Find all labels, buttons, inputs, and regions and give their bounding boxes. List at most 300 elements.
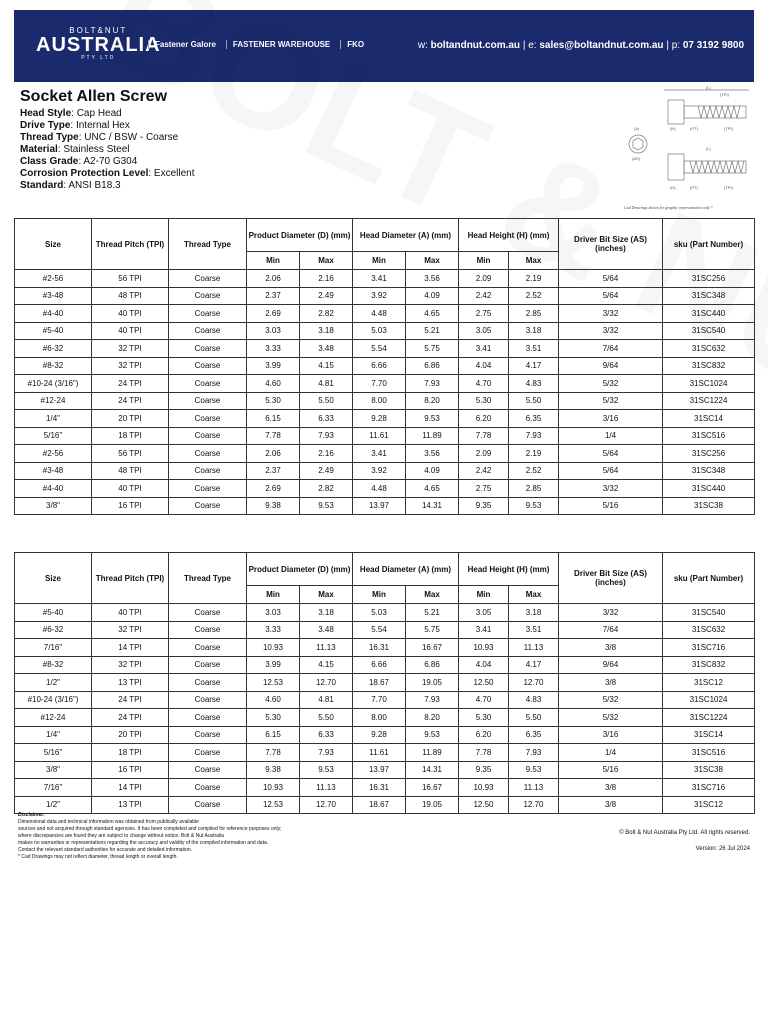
table-cell: 8.20 [406, 709, 459, 727]
table-cell: 12.70 [300, 796, 353, 814]
table-cell: 7.78 [459, 427, 509, 445]
screw-cad-drawing-icon [624, 86, 754, 196]
header-max: Max [509, 252, 559, 270]
table-cell: 2.49 [300, 462, 353, 480]
table-cell: 5.21 [406, 322, 459, 340]
table-cell: 3.41 [353, 270, 406, 288]
table-cell: 18.67 [353, 674, 406, 692]
header-head-height: Head Height (H) (mm) [459, 553, 559, 586]
table-cell: #12-24 [15, 709, 92, 727]
table-cell: 31SC38 [663, 497, 755, 515]
spec-line: Corrosion Protection Level: Excellent [20, 168, 195, 179]
table-row [15, 709, 755, 727]
table-cell: 2.16 [300, 445, 353, 463]
header-max: Max [300, 252, 353, 270]
table-cell: 3/8" [15, 761, 92, 779]
table-cell: 31SC632 [663, 621, 755, 639]
table-cell: Coarse [169, 462, 247, 480]
table-cell: 2.75 [459, 480, 509, 498]
table-cell: Coarse [169, 445, 247, 463]
table-cell: 5/32 [559, 375, 663, 393]
table-cell: 9.53 [406, 726, 459, 744]
table-cell: 16 TPI [92, 497, 169, 515]
drawing-caption: Cad Drawings shown for graphic representation only * [624, 205, 713, 210]
table-cell: Coarse [169, 287, 247, 305]
brand-fastener-galore: Fastener Galore [148, 40, 216, 49]
table-cell: 7.78 [459, 744, 509, 762]
table-cell: 56 TPI [92, 270, 169, 288]
header-sku: sku (Part Number) [663, 219, 755, 270]
table-cell: 9.35 [459, 497, 509, 515]
phone-number[interactable]: 07 3192 9800 [682, 40, 744, 51]
table-cell: 11.13 [509, 779, 559, 797]
table-cell: 5.54 [353, 340, 406, 358]
table-cell: 3.18 [300, 322, 353, 340]
table-cell: 3.56 [406, 445, 459, 463]
table-cell: 3.33 [247, 340, 300, 358]
table-cell: 5/32 [559, 709, 663, 727]
table-cell: 9.28 [353, 410, 406, 428]
header-driver-bit: Driver Bit Size (AS) (inches) [559, 553, 663, 604]
header-min: Min [247, 586, 300, 604]
table-cell: 1/4 [559, 744, 663, 762]
table-cell: 3.41 [353, 445, 406, 463]
table-cell: 5.30 [459, 709, 509, 727]
header-pitch: Thread Pitch (TPI) [92, 553, 169, 604]
table-row [15, 621, 755, 639]
table-cell: 31SC256 [663, 270, 755, 288]
table-cell: 3/8 [559, 796, 663, 814]
table-cell: 4.81 [300, 691, 353, 709]
table-cell: 9.38 [247, 761, 300, 779]
table-cell: 20 TPI [92, 410, 169, 428]
table-row [15, 357, 755, 375]
table-cell: Coarse [169, 796, 247, 814]
table-cell: Coarse [169, 726, 247, 744]
table-cell: 9.38 [247, 497, 300, 515]
header-size: Size [15, 553, 92, 604]
table-cell: 3.51 [509, 621, 559, 639]
table-cell: 11.13 [300, 779, 353, 797]
table-cell: 4.17 [509, 357, 559, 375]
table-cell: 2.19 [509, 445, 559, 463]
table-cell: 5.30 [459, 392, 509, 410]
table-cell: 8.20 [406, 392, 459, 410]
table-cell: 10.93 [459, 779, 509, 797]
table-cell: 31SC440 [663, 305, 755, 323]
table-cell: 3/16 [559, 726, 663, 744]
table-cell: 3.18 [509, 322, 559, 340]
table-cell: 12.53 [247, 674, 300, 692]
table-cell: Coarse [169, 761, 247, 779]
table-cell: 7.93 [300, 427, 353, 445]
table-cell: 3.05 [459, 322, 509, 340]
label-h-bottom: (H) [670, 185, 676, 190]
table-cell: #12-24 [15, 392, 92, 410]
table-cell: 9.53 [406, 410, 459, 428]
table-cell: 16.67 [406, 639, 459, 657]
table-cell: #2-56 [15, 270, 92, 288]
table-cell: 2.69 [247, 480, 300, 498]
table-cell: 11.13 [509, 639, 559, 657]
header-product-diameter: Product Diameter (D) (mm) [247, 553, 353, 586]
table-cell: #8-32 [15, 656, 92, 674]
table-cell: #4-40 [15, 305, 92, 323]
header-max: Max [406, 586, 459, 604]
table-cell: 4.15 [300, 357, 353, 375]
table-cell: 3.99 [247, 656, 300, 674]
table-cell: 31SC14 [663, 410, 755, 428]
table-cell: Coarse [169, 357, 247, 375]
table-cell: 2.06 [247, 445, 300, 463]
table-cell: 18.67 [353, 796, 406, 814]
table-cell: Coarse [169, 709, 247, 727]
header-max: Max [509, 586, 559, 604]
table-cell: 12.50 [459, 796, 509, 814]
table-cell: 5.30 [247, 392, 300, 410]
table-cell: 16 TPI [92, 761, 169, 779]
table-cell: 12.70 [509, 796, 559, 814]
table-cell: 56 TPI [92, 445, 169, 463]
table-cell: 13 TPI [92, 796, 169, 814]
table-cell: #6-32 [15, 621, 92, 639]
table-cell: 12.50 [459, 674, 509, 692]
table-cell: 3.99 [247, 357, 300, 375]
table-cell: 31SC348 [663, 462, 755, 480]
table-row [15, 270, 755, 288]
table-row [15, 726, 755, 744]
header-min: Min [459, 586, 509, 604]
table-cell: 10.93 [459, 639, 509, 657]
table-cell: 7.93 [406, 691, 459, 709]
table-row [15, 287, 755, 305]
table-cell: 3.05 [459, 604, 509, 622]
table-cell: 40 TPI [92, 322, 169, 340]
table-cell: 2.52 [509, 462, 559, 480]
table-cell: 4.70 [459, 375, 509, 393]
table-cell: 31SC832 [663, 357, 755, 375]
company-logo: BOLT&NUT AUSTRALIA PTY LTD [36, 26, 161, 61]
table-cell: 2.82 [300, 480, 353, 498]
table-cell: 31SC1024 [663, 691, 755, 709]
table-cell: 11.13 [300, 639, 353, 657]
table-cell: 1/2" [15, 796, 92, 814]
table-cell: 6.35 [509, 726, 559, 744]
table-row [15, 340, 755, 358]
table-cell: 6.35 [509, 410, 559, 428]
table-cell: 14.31 [406, 761, 459, 779]
table-cell: Coarse [169, 674, 247, 692]
table-cell: 16.67 [406, 779, 459, 797]
table-cell: 2.09 [459, 270, 509, 288]
table-cell: 7.70 [353, 691, 406, 709]
website-link[interactable]: boltandnut.com.au [430, 40, 521, 51]
table-cell: 6.33 [300, 726, 353, 744]
header-driver-bit: Driver Bit Size (AS) (inches) [559, 219, 663, 270]
brand-fastener-warehouse: FASTENER WAREHOUSE [226, 40, 330, 49]
table-cell: 1/2" [15, 674, 92, 692]
table-cell: 31SC12 [663, 674, 755, 692]
table-cell: 7/16" [15, 639, 92, 657]
table-cell: 31SC14 [663, 726, 755, 744]
table-cell: 31SC516 [663, 744, 755, 762]
page-title: Socket Allen Screw [20, 88, 168, 105]
table-cell: 2.49 [300, 287, 353, 305]
header-max: Max [406, 252, 459, 270]
table-cell: Coarse [169, 270, 247, 288]
spec-line: Thread Type: UNC / BSW - Coarse [20, 132, 179, 143]
table-cell: 13.97 [353, 497, 406, 515]
table-row [15, 480, 755, 498]
table-cell: 5/16 [559, 497, 663, 515]
table-cell: 3.92 [353, 462, 406, 480]
table-cell: 32 TPI [92, 357, 169, 375]
table-cell: 7/16" [15, 779, 92, 797]
table-cell: 10.93 [247, 779, 300, 797]
table-row [15, 691, 755, 709]
table-cell: 7/64 [559, 621, 663, 639]
table-cell: 11.61 [353, 744, 406, 762]
table-cell: 14.31 [406, 497, 459, 515]
table-cell: 16.31 [353, 639, 406, 657]
table-cell: 9.28 [353, 726, 406, 744]
table-cell: 4.48 [353, 480, 406, 498]
table-cell: 2.82 [300, 305, 353, 323]
table-cell: Coarse [169, 340, 247, 358]
table-cell: 6.66 [353, 357, 406, 375]
table-cell: 5.30 [247, 709, 300, 727]
table-cell: #5-40 [15, 604, 92, 622]
table-cell: 19.05 [406, 796, 459, 814]
table-row [15, 744, 755, 762]
table-cell: 3.18 [300, 604, 353, 622]
table-cell: 4.09 [406, 462, 459, 480]
table-cell: 40 TPI [92, 480, 169, 498]
table-cell: 11.89 [406, 744, 459, 762]
table-cell: 31SC716 [663, 639, 755, 657]
table-cell: 32 TPI [92, 621, 169, 639]
table-cell: 3/16 [559, 410, 663, 428]
table-cell: Coarse [169, 639, 247, 657]
table-cell: 6.86 [406, 357, 459, 375]
table-cell: 3.51 [509, 340, 559, 358]
table-cell: 8.00 [353, 709, 406, 727]
table-row [15, 392, 755, 410]
table-cell: 7/64 [559, 340, 663, 358]
table-cell: 9/64 [559, 656, 663, 674]
table-cell: 2.37 [247, 287, 300, 305]
table-cell: 5/16" [15, 744, 92, 762]
table-cell: 5/32 [559, 691, 663, 709]
table-cell: 14 TPI [92, 779, 169, 797]
header-sku: sku (Part Number) [663, 553, 755, 604]
table-cell: #3-48 [15, 462, 92, 480]
table-cell: 48 TPI [92, 462, 169, 480]
label-as: (AS) [632, 156, 640, 161]
label-pt-top: (PT) [690, 126, 698, 131]
header-min: Min [459, 252, 509, 270]
table-cell: 4.60 [247, 375, 300, 393]
table-cell: #8-32 [15, 357, 92, 375]
table-cell: 4.81 [300, 375, 353, 393]
header-head-height: Head Height (H) (mm) [459, 219, 559, 252]
table-cell: 24 TPI [92, 392, 169, 410]
spec-line: Head Style: Cap Head [20, 108, 122, 119]
table-cell: 1/4" [15, 726, 92, 744]
table-cell: 6.20 [459, 410, 509, 428]
table-cell: 40 TPI [92, 305, 169, 323]
table-cell: Coarse [169, 656, 247, 674]
email-link[interactable]: sales@boltandnut.com.au [539, 40, 664, 51]
table-cell: 18 TPI [92, 427, 169, 445]
table-row [15, 639, 755, 657]
spec-line: Material: Stainless Steel [20, 144, 130, 155]
table-cell: 6.33 [300, 410, 353, 428]
table-row [15, 410, 755, 428]
table-cell: Coarse [169, 621, 247, 639]
table-cell: 31SC832 [663, 656, 755, 674]
table-cell: 5.03 [353, 604, 406, 622]
table-cell: 3.41 [459, 340, 509, 358]
table-cell: 4.04 [459, 656, 509, 674]
disclaimer: Disclaimer: Dimensional data and technical information was obtained from publically available sources and not acquired through standard agencies. It has been completed and compiled for reference purposes only; where discrepancies are found they are subject to change without notice. Bolt & Nut Australia makes no warranties or representations regarding the accuracy and validity of the compiled information and data. Contact the relevant standard authorities for accurate and detailed information. * Cad Drawings may not reflect diameter, thread length or overall length. [18, 812, 348, 861]
label-l: (L) [706, 86, 711, 90]
table-cell: 7.93 [406, 375, 459, 393]
table-cell: 2.06 [247, 270, 300, 288]
table-cell: Coarse [169, 305, 247, 323]
spec-line: Standard: ANSI B18.3 [20, 180, 121, 191]
table-cell: 24 TPI [92, 709, 169, 727]
disclaimer-line: sources and not acquired through standard agencies. It has been completed and compiled for reference purposes only; [18, 826, 282, 832]
table-cell: 4.83 [509, 691, 559, 709]
table-cell: Coarse [169, 480, 247, 498]
header-type: Thread Type [169, 553, 247, 604]
table-row [15, 497, 755, 515]
disclaimer-line: Dimensional data and technical information was obtained from publically available [18, 819, 199, 825]
table-cell: 31SC540 [663, 604, 755, 622]
table-cell: 2.52 [509, 287, 559, 305]
disclaimer-line: makes no warranties or representations regarding the accuracy and validity of the compiled information and data. [18, 840, 269, 846]
label-tpi-mid: (TPI) [724, 126, 733, 131]
table-cell: 5.54 [353, 621, 406, 639]
table-cell: 31SC716 [663, 779, 755, 797]
table-cell: 6.15 [247, 726, 300, 744]
table-cell: 8.00 [353, 392, 406, 410]
table-cell: 3/32 [559, 604, 663, 622]
spec-table-2 [14, 552, 755, 814]
table-cell: Coarse [169, 744, 247, 762]
table-cell: 1/4" [15, 410, 92, 428]
table-cell: 3/32 [559, 322, 663, 340]
disclaimer-line: * Cad Drawings may not reflect diameter, thread length or overall length. [18, 854, 178, 860]
table-cell: 3.03 [247, 322, 300, 340]
table-cell: 5.50 [300, 709, 353, 727]
table-row [15, 604, 755, 622]
table-cell: 4.15 [300, 656, 353, 674]
table-row [15, 427, 755, 445]
table-cell: 5/16" [15, 427, 92, 445]
table-cell: 14 TPI [92, 639, 169, 657]
product-specs [20, 108, 195, 192]
table-cell: #6-32 [15, 340, 92, 358]
table-cell: 32 TPI [92, 656, 169, 674]
table-row [15, 779, 755, 797]
table-cell: 5/64 [559, 270, 663, 288]
label-l-bottom: (L) [706, 146, 711, 151]
table-cell: 2.85 [509, 480, 559, 498]
table-cell: 3.33 [247, 621, 300, 639]
table-cell: 31SC516 [663, 427, 755, 445]
table-cell: 31SC1224 [663, 392, 755, 410]
table-cell: 3.92 [353, 287, 406, 305]
table-cell: 3/8 [559, 779, 663, 797]
table-cell: 5.03 [353, 322, 406, 340]
table-cell: 31SC1224 [663, 709, 755, 727]
table-cell: 48 TPI [92, 287, 169, 305]
disclaimer-line: where discrepancies are found they are subject to change without notice. Bolt & Nut Australia [18, 833, 224, 839]
table-cell: 19.05 [406, 674, 459, 692]
contact-line: w: boltandnut.com.au | e: sales@boltandnut.com.au | p: 07 3192 9800 [417, 40, 744, 51]
table-cell: Coarse [169, 392, 247, 410]
header-type: Thread Type [169, 219, 247, 270]
label-h-top: (H) [670, 126, 676, 131]
table-cell: 7.70 [353, 375, 406, 393]
table-cell: 5.75 [406, 340, 459, 358]
table-cell: 11.61 [353, 427, 406, 445]
table-cell: 32 TPI [92, 340, 169, 358]
header-min: Min [353, 586, 406, 604]
table-cell: 7.78 [247, 427, 300, 445]
table-cell: 7.78 [247, 744, 300, 762]
table-cell: 24 TPI [92, 691, 169, 709]
table-cell: Coarse [169, 322, 247, 340]
table-cell: 3/8 [559, 639, 663, 657]
table-cell: 31SC540 [663, 322, 755, 340]
table-cell: 7.93 [300, 744, 353, 762]
table-cell: 31SC632 [663, 340, 755, 358]
table-cell: #10-24 (3/16") [15, 375, 92, 393]
table-cell: 2.42 [459, 287, 509, 305]
table-cell: 3.56 [406, 270, 459, 288]
table-row [15, 445, 755, 463]
table-cell: 11.89 [406, 427, 459, 445]
table-cell: 3/8" [15, 497, 92, 515]
header-product-diameter: Product Diameter (D) (mm) [247, 219, 353, 252]
table-cell: Coarse [169, 779, 247, 797]
header-min: Min [353, 252, 406, 270]
table-cell: 7.93 [509, 427, 559, 445]
table-cell: 2.19 [509, 270, 559, 288]
table-cell: 4.48 [353, 305, 406, 323]
table-cell: 6.15 [247, 410, 300, 428]
table-cell: 5.50 [300, 392, 353, 410]
spec-line: Drive Type: Internal Hex [20, 120, 130, 131]
table-cell: 12.70 [509, 674, 559, 692]
header-size: Size [15, 219, 92, 270]
table-cell: 4.60 [247, 691, 300, 709]
table-cell: 5/16 [559, 761, 663, 779]
table-cell: 3.48 [300, 340, 353, 358]
table-cell: 16.31 [353, 779, 406, 797]
header-max: Max [300, 586, 353, 604]
copyright-block [619, 825, 750, 857]
table-cell: 5/64 [559, 287, 663, 305]
header-pitch: Thread Pitch (TPI) [92, 219, 169, 270]
table-cell: 40 TPI [92, 604, 169, 622]
label-tpi-top: (TPI) [720, 92, 729, 97]
table-row [15, 796, 755, 814]
table-cell: 20 TPI [92, 726, 169, 744]
